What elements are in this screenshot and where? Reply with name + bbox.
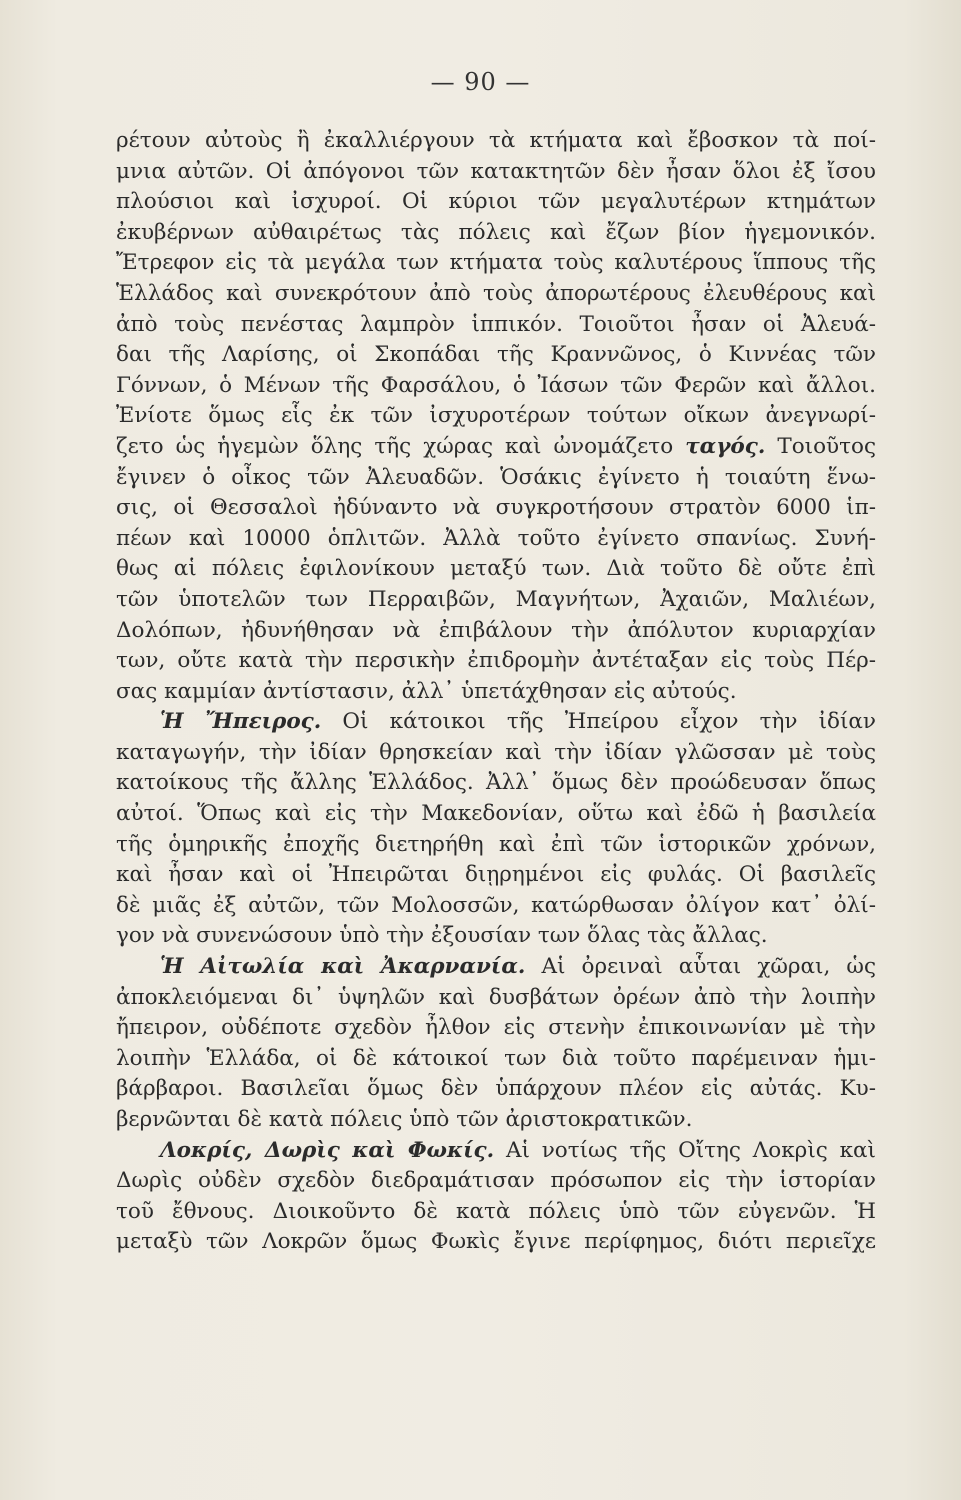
text-line: βάρβαροι. Βασιλεῖαι ὅμως δὲν ὑπάρχουν πλέον εἰς αὐτάς. Κυ- [116,1076,876,1102]
text-line: γον νὰ συνενώσουν ὑπὸ τὴν ἐξουσίαν των ὅλας τὰς ἄλλας. [116,923,768,949]
section-heading-line [116,707,876,738]
text-line: ρέτουν αὐτοὺς ἢ ἐκαλλιέργουν τὰ κτήματα καὶ ἔβοσκον τὰ ποί- [116,128,876,153]
body-text [116,126,876,1258]
text-line: Ἔτρεφον εἰς τὰ μεγάλα των κτήματα τοὺς καλυτέρους ἵππους τῆς [116,250,876,276]
text-line: τοῦ ἔθνους. Διοικοῦντο δὲ κατὰ πόλεις ὑπὸ τῶν εὐγενῶν. Ἡ [116,1198,876,1224]
text-line: κατοίκους τῆς ἄλλης Ἑλλάδος. Ἀλλ᾿ ὅμως δὲν προώδευσαν ὅπως [116,770,876,796]
text-line: θως αἱ πόλεις ἐφιλονίκουν μεταξύ των. Διὰ τοῦτο δὲ οὔτε ἐπὶ [116,556,876,582]
text-run: Οἱ κάτοικοι τῆς Ἠπείρου εἶχον τὴν ἰδίαν [321,709,876,735]
term-tagos: ταγός. [685,433,766,459]
text-line: δαι τῆς Λαρίσης, οἱ Σκοπάδαι τῆς Κραννῶνος, ὁ Κιννέας τῶν [116,342,876,368]
text-line: πλούσιοι καὶ ἰσχυροί. Οἱ κύριοι τῶν μεγαλυτέρων κτημάτων [116,189,876,215]
text-line: ἀποκλειόμεναι δι᾿ ὑψηλῶν καὶ δυσβάτων ὀρέων ἀπὸ τὴν λοιπὴν [116,984,876,1010]
text-line: Ἑλλάδος καὶ συνεκρότουν ἀπὸ τοὺς ἀπορωτέρους ἐλευθέρους καὶ [116,280,876,306]
section-heading-line [116,1136,876,1167]
section-heading-locris: Λοκρίς, Δωρὶς καὶ Φωκίς. [160,1137,495,1163]
text-line: σις, οἱ Θεσσαλοὶ ἠδύναντο νὰ συγκροτήσουν στρατὸν 6000 ἱπ- [116,495,876,521]
text-line: Ἐνίοτε ὅμως εἷς ἐκ τῶν ἰσχυροτέρων τούτων οἴκων ἀνεγνωρί- [116,403,876,429]
text-line: καὶ ἦσαν καὶ οἱ Ἠπειρῶται διῃρημένοι εἰς φυλάς. Οἱ βασιλεῖς [116,862,876,888]
text-line: μνια αὐτῶν. Οἱ ἀπόγονοι τῶν κατακτητῶν δὲν ἦσαν ὅλοι ἐξ ἴσου [116,158,876,184]
text-run: ζετο ὡς ἡγεμὼν ὅλης τῆς χώρας καὶ ὠνομάζετο [116,433,674,459]
text-line: Δολόπων, ἠδυνήθησαν νὰ ἐπιβάλουν τὴν ἀπόλυτον κυριαρχίαν [116,617,876,643]
text-line: σας καμμίαν ἀντίστασιν, ἀλλ᾿ ὑπετάχθησαν εἰς αὐτούς. [116,678,737,704]
text-line: αὐτοί. Ὅπως καὶ εἰς τὴν Μακεδονίαν, οὕτω καὶ ἐδῶ ἡ βασιλεία [116,801,876,827]
text-line: Γόννων, ὁ Μένων τῆς Φαρσάλου, ὁ Ἰάσων τῶν Φερῶν καὶ ἄλλοι. [116,372,876,398]
text-line: τῆς ὁμηρικῆς ἐποχῆς διετηρήθη καὶ ἐπὶ τῶν ἱστορικῶν χρόνων, [116,831,876,857]
section-heading-epirus: Ἡ Ἤπειρος. [160,709,322,735]
text-line: Δωρὶς οὐδὲν σχεδὸν διεδραμάτισαν πρόσωπον εἰς τὴν ἱστορίαν [116,1168,876,1194]
text-run: Αἱ νοτίως τῆς Οἴτης Λοκρὶς καὶ [494,1137,876,1163]
text-line: των, οὔτε κατὰ τὴν περσικὴν ἐπιδρομὴν ἀντέταξαν εἰς τοὺς Πέρ- [116,648,876,674]
text-line: τῶν ὑποτελῶν των Περραιβῶν, Μαγνήτων, Ἀχαιῶν, Μαλιέων, [116,586,876,612]
text-line: βερνῶνται δὲ κατὰ πόλεις ὑπὸ τῶν ἀριστοκρατικῶν. [116,1107,693,1132]
text-run: Τοιοῦτος [765,433,876,459]
text-line: ἐκυβέρνων αὐθαιρέτως τὰς πόλεις καὶ ἔζων βίον ἡγεμονικόν. [116,219,876,245]
text-run: Αἱ ὀρειναὶ αὗται χῶραι, ὡς [525,954,876,980]
text-line: δὲ μιᾶς ἐξ αὐτῶν, τῶν Μολοσσῶν, κατώρθωσαν ὀλίγον κατ᾿ ὀλί- [116,892,876,918]
text-line: ἤπειρον, οὐδέποτε σχεδὸν ἦλθον εἰς στενὴν ἐπικοινωνίαν μὲ τὴν [116,1015,876,1041]
text-line: ἔγινεν ὁ οἶκος τῶν Ἀλευαδῶν. Ὁσάκις ἐγίνετο ἡ τοιαύτη ἕνω- [116,464,876,490]
text-line: λοιπὴν Ἑλλάδα, οἱ δὲ κάτοικοί των διὰ τοῦτο παρέμειναν ἡμι- [116,1045,876,1071]
section-heading-aetolia: Ἡ Αἰτωλία καὶ Ἀκαρνανία. [160,954,526,980]
text-line: πέων καὶ 10000 ὁπλιτῶν. Ἀλλὰ τοῦτο ἐγίνετο σπανίως. Συνή- [116,525,876,551]
text-line: καταγωγήν, τὴν ἰδίαν θρησκείαν καὶ τὴν ἰδίαν γλῶσσαν μὲ τοὺς [116,739,876,765]
section-heading-line [116,952,876,983]
text-line [116,432,876,463]
text-line: μεταξὺ τῶν Λοκρῶν ὅμως Φωκὶς ἔγινε περίφημος, διότι περιεῖχε [116,1229,876,1255]
text-line: ἀπὸ τοὺς πενέστας λαμπρὸν ἱππικόν. Τοιοῦτοι ἦσαν οἱ Ἀλευά- [116,311,876,337]
page-number: — 90 — [430,68,531,96]
